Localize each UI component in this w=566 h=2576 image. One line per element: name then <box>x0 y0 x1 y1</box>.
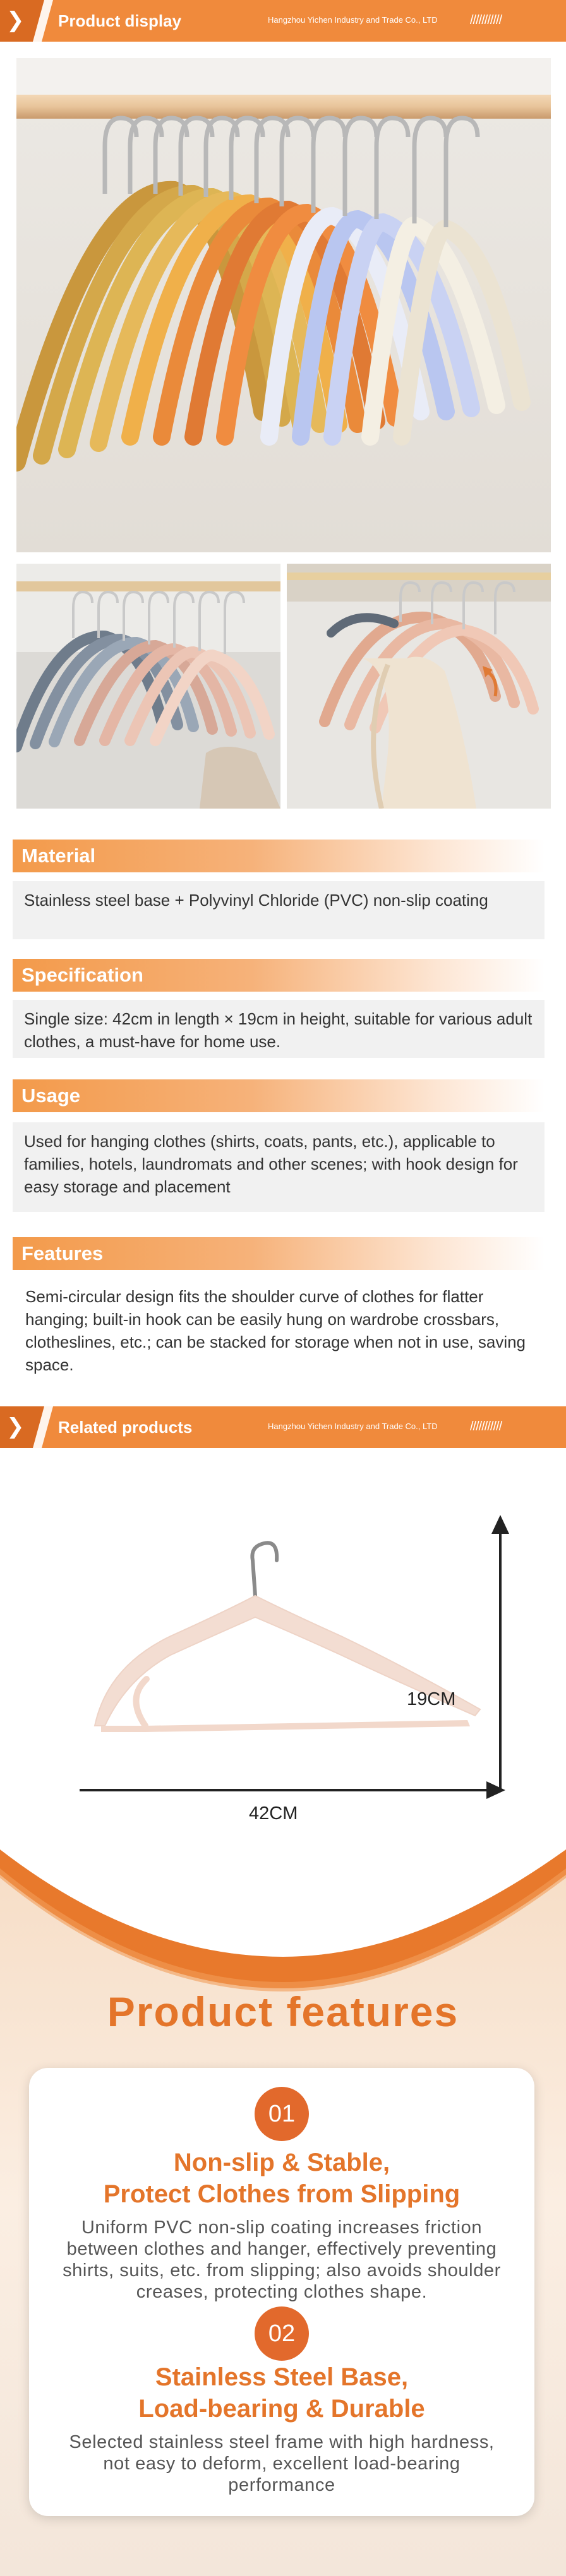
banner-slashes: /////////// <box>470 13 502 27</box>
usage-heading <box>13 1079 545 1112</box>
dimension-diagram <box>0 1471 566 1824</box>
feature-desc-line: between clothes and hanger, effectively preventing <box>66 2239 497 2259</box>
related-slashes: /////////// <box>470 1420 502 1433</box>
specification-text: Single size: 42cm in length × 19cm in height, suitable for various adult clothes, a must-have for home use. <box>13 1000 545 1058</box>
feature-desc-line: creases, protecting clothes shape. <box>136 2282 428 2302</box>
chevron-right-icon: ❯ <box>6 8 25 33</box>
usage-title: Usage <box>21 1084 81 1107</box>
features-title: Features <box>21 1242 104 1264</box>
feature-heading-line1: Non-slip & Stable, <box>173 2149 390 2176</box>
feature-desc-line: Selected stainless steel frame with high hardness, <box>69 2432 495 2452</box>
product-photo-grey-pink <box>16 564 280 809</box>
product-display-banner <box>0 0 566 42</box>
features-card <box>29 2068 534 2516</box>
feature-desc-line: performance <box>228 2475 335 2495</box>
related-products-banner <box>0 1406 566 1448</box>
related-title: Related products <box>58 1418 193 1437</box>
main-product-photo <box>16 58 551 552</box>
feature-number-badge: 01 <box>255 2087 309 2141</box>
feature-number-badge: 02 <box>255 2306 309 2361</box>
usage-text: Used for hanging clothes (shirts, coats, pants, etc.), applicable to families, hotels, laundromats and other scenes; with hook design for easy storage and placement <box>13 1122 545 1212</box>
specification-heading <box>13 959 545 992</box>
specification-title: Specification <box>21 964 143 986</box>
product-photo-hook-detail <box>287 564 551 809</box>
length-label: 42CM <box>249 1803 298 1824</box>
chevron-right-icon: ❯ <box>6 1414 25 1439</box>
feature-heading-line2: Load-bearing & Durable <box>138 2395 425 2423</box>
hanger-bar-icon <box>101 1720 470 1732</box>
height-label: 19CM <box>407 1689 456 1709</box>
feature-desc-line: not easy to deform, excellent load-bearing <box>103 2454 461 2474</box>
feature-desc-line: shirts, suits, etc. from slipping; also avoids shoulder <box>63 2260 501 2281</box>
material-heading <box>13 840 545 872</box>
features-text: Semi-circular design fits the shoulder curve of clothes for flatter hanging; built-in hook can be easily hung on wardrobe crossbars, clotheslines, etc.; can be stacked for storage when not in use, saving space. <box>13 1279 553 1380</box>
material-text: Stainless steel base + Polyvinyl Chloride (PVC) non-slip coating <box>13 881 545 939</box>
banner-company: Hangzhou Yichen Industry and Trade Co., LTD <box>268 15 438 25</box>
product-features-title: Product features <box>107 1988 459 2035</box>
feature-heading-line2: Protect Clothes from Slipping <box>103 2180 461 2208</box>
related-company: Hangzhou Yichen Industry and Trade Co., LTD <box>268 1422 438 1431</box>
features-heading <box>13 1237 545 1270</box>
banner-title: Product display <box>58 11 182 30</box>
feature-desc-line: Uniform PVC non-slip coating increases friction <box>81 2217 483 2238</box>
material-title: Material <box>21 845 96 867</box>
feature-heading-line1: Stainless Steel Base, <box>155 2363 409 2391</box>
hanger-hook-icon <box>252 1543 277 1596</box>
